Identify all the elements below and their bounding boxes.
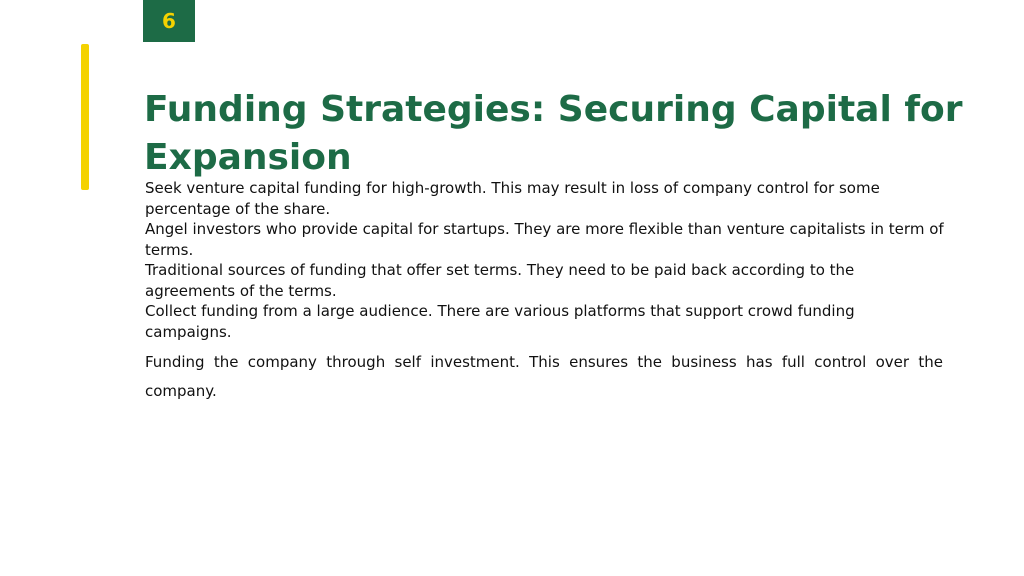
page-number-badge <box>143 0 195 42</box>
list-item: Angel investors who provide capital for startups. They are more flexible than venture capitalists in term of terms. <box>145 220 944 259</box>
accent-bar <box>81 44 89 190</box>
list-item: Funding the company through self investment. This ensures the business has full control over the company. <box>145 353 943 400</box>
slide-title: Funding Strategies: Securing Capital for Expansion <box>144 89 963 178</box>
list-item: Seek venture capital funding for high-growth. This may result in loss of company control for some percentage of the share. <box>145 179 880 218</box>
list-item: Collect funding from a large audience. There are various platforms that support crowd funding campaigns. <box>145 302 855 341</box>
bullet-list <box>145 178 945 406</box>
list-item: Traditional sources of funding that offer set terms. They need to be paid back according to the agreements of the terms. <box>145 261 855 300</box>
page-number: 6 <box>162 9 176 33</box>
